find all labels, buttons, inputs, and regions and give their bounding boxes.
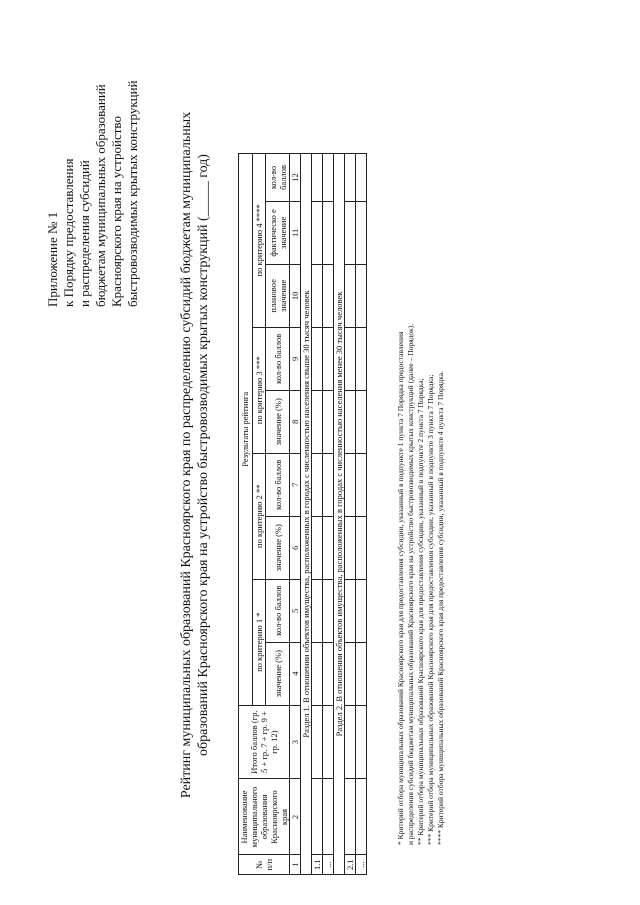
appendix-block: [45, 7, 141, 307]
appendix-line: и распределения субсидий: [77, 160, 92, 307]
appendix-line: Красноярского края на устройство: [109, 116, 124, 307]
document-title: [178, 105, 212, 805]
appendix-line: к Порядку предоставления: [61, 158, 76, 307]
section-2-row: Раздел 2. В отношении объектов имущества, расположенных в городах с численностью населения менее 30 тысяч человек: [334, 154, 345, 875]
header-actual: фактическо е значение: [266, 201, 290, 264]
footnote-1-continued: и распределения субсидий бюджетам муниципальных образований Красноярского края на устройство быстровозводимых крытых конструкций (далее – Порядок).: [406, 323, 415, 845]
header-points: кол-во баллов: [266, 453, 290, 516]
header-value: значение (%): [266, 642, 290, 705]
col-number: 8: [290, 390, 301, 453]
header-results: Результаты рейтинга: [239, 154, 253, 706]
header-name: Наименование муниципального образования Красноярского края: [239, 779, 290, 855]
col-number: 1: [290, 855, 301, 875]
row-number: 2.1: [345, 855, 356, 875]
header-criterion-3: по критерию 3 ***: [252, 327, 266, 453]
header-criterion-4: по критерию 4 ****: [252, 154, 266, 328]
col-number: 12: [290, 154, 301, 202]
appendix-line: бюджетам муниципальных образований: [93, 84, 108, 307]
header-criterion-1: по критерию 1 *: [252, 579, 266, 705]
header-points: кол-во баллов: [266, 579, 290, 642]
title-line-2: образований Красноярского края на устройство быстровозводимых крытых конструкций (_____ год): [196, 154, 211, 756]
col-number: 3: [290, 705, 301, 779]
row-number: ...: [323, 855, 334, 875]
header-points: кол-во баллов: [266, 327, 290, 390]
col-number: 5: [290, 579, 301, 642]
row-number: 1.1: [312, 855, 323, 875]
col-number: 6: [290, 516, 301, 579]
rating-table: [238, 153, 367, 875]
appendix-line: Приложение № 1: [45, 211, 60, 307]
table-row: [312, 154, 323, 875]
header-value: значение (%): [266, 390, 290, 453]
footnote-3: *** Критерий отбора муниципальных образований Красноярского края для предоставления субсидии, указанный в подпункте 3 пункта 7 Порядка;: [426, 374, 435, 845]
header-total: Итого баллов (гр. 5 + гр. 7 + гр. 9 + гр. 12): [239, 705, 290, 779]
header-criterion-2: по критерию 2 **: [252, 453, 266, 579]
footnote-2: ** Критерий отбора муниципальных образований Красноярского края для предоставления субсидии, указанный в подпункте 2 пункта 7 Порядка;: [416, 378, 425, 845]
footnote-1: * Критерий отбора муниципальных образований Красноярского края для предоставления субсидии, указанный в подпункте 1 пункта 7 Порядка предоставления: [396, 331, 405, 845]
col-number: 9: [290, 327, 301, 390]
table-row: [356, 154, 367, 875]
title-line-1: Рейтинг муниципальных образований Красноярского края по распределению субсидий бюджетам муниципальных: [179, 111, 194, 799]
col-number: 4: [290, 642, 301, 705]
col-number: 10: [290, 264, 301, 327]
table-row: [323, 154, 334, 875]
header-num: № п/п: [239, 855, 290, 875]
row-number: ...: [356, 855, 367, 875]
header-points: кол-во баллов: [266, 154, 290, 202]
header-value: значение (%): [266, 516, 290, 579]
col-number: 2: [290, 779, 301, 855]
footnote-4: **** Критерий отбора муниципальных образований Красноярского края для предоставления субсидии, указанный в подпункте 4 пункта 7 Порядка.: [436, 371, 445, 845]
appendix-line: быстровозводимых крытых конструкций: [125, 80, 140, 307]
col-number: 7: [290, 453, 301, 516]
section-1-row: Раздел 1. В отношении объектов имущества, расположенных в городах с численностью населения свыше 30 тысяч человек: [301, 154, 312, 875]
col-number: 11: [290, 201, 301, 264]
header-planned: плановое значение: [266, 264, 290, 327]
footnotes: [396, 25, 446, 845]
table-row: [345, 154, 356, 875]
